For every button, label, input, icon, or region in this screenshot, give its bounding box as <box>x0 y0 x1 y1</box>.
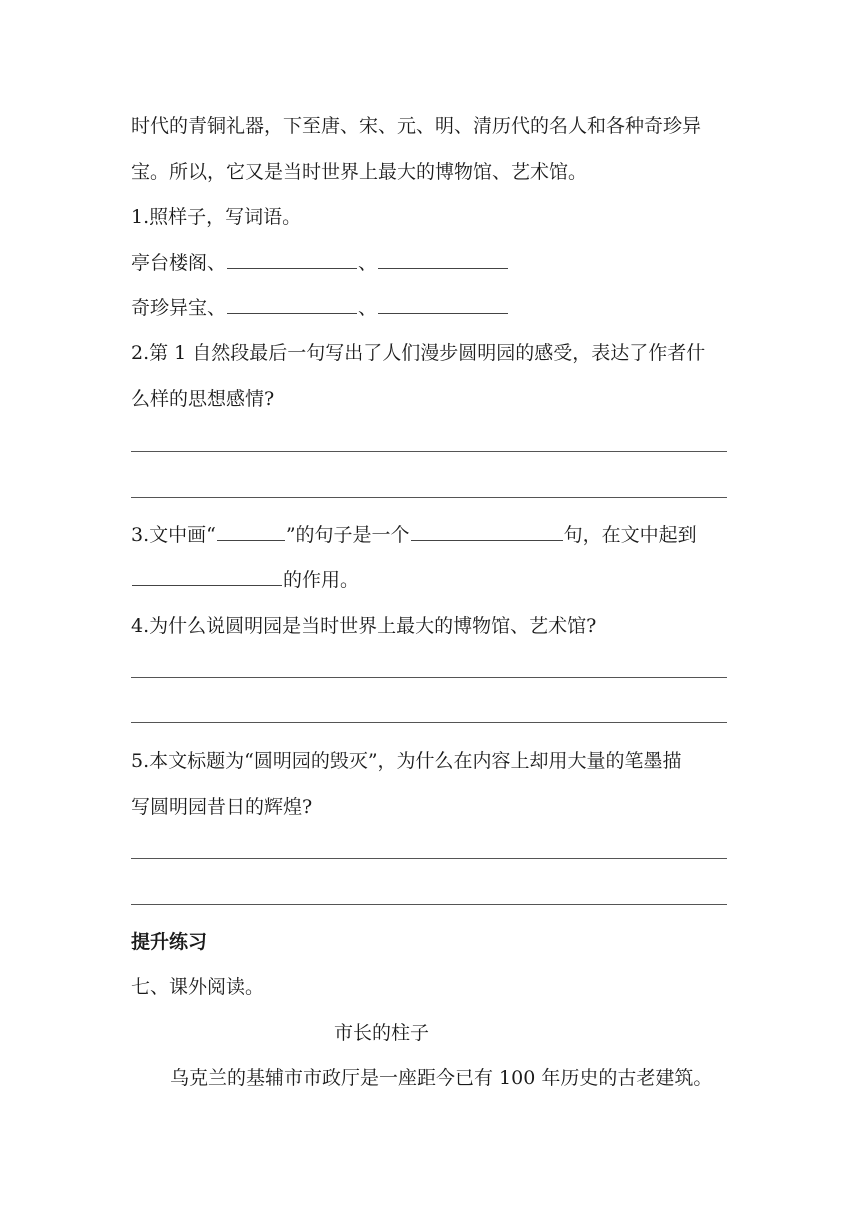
answer-blank[interactable] <box>378 295 508 314</box>
question-1-row-1 <box>131 249 731 277</box>
answer-blank[interactable] <box>227 295 357 314</box>
answer-blank[interactable] <box>227 250 357 269</box>
answer-line[interactable] <box>131 677 727 678</box>
answer-blank[interactable] <box>411 522 563 541</box>
question-3-part-3: 句，在文中起到 <box>563 524 697 546</box>
separator: 、 <box>358 252 378 274</box>
answer-line[interactable] <box>131 904 727 905</box>
question-1-title: 1.照样子，写词语。 <box>131 206 302 228</box>
question-3-part-4: 的作用。 <box>283 569 360 591</box>
question-3-part-2: ”的句子是一个 <box>285 524 410 546</box>
question-3-part-1: 3.文中画“ <box>131 524 216 546</box>
answer-blank[interactable] <box>217 522 285 541</box>
question-5-line-2: 写圆明园昔日的辉煌? <box>131 796 313 818</box>
question-2-line-2: 么样的思想感情? <box>131 388 275 410</box>
answer-line[interactable] <box>131 722 727 723</box>
answer-line[interactable] <box>131 451 727 452</box>
example-word-1: 亭台楼阁、 <box>131 252 227 274</box>
separator: 、 <box>358 297 378 319</box>
section-item: 七、课外阅读。 <box>131 976 265 998</box>
example-word-2: 奇珍异宝、 <box>131 297 227 319</box>
answer-blank[interactable] <box>378 250 508 269</box>
question-3-line-2 <box>131 566 731 594</box>
question-1-row-2 <box>131 294 731 322</box>
answer-line[interactable] <box>131 858 727 859</box>
article-title: 市长的柱子 <box>334 1022 430 1044</box>
article-first-line: 乌克兰的基辅市市政厅是一座距今已有 100 年历史的古老建筑。 <box>170 1067 713 1089</box>
answer-blank[interactable] <box>132 567 282 586</box>
section-heading: 提升练习 <box>131 931 208 953</box>
passage-line-1: 时代的青铜礼器，下至唐、宋、元、明、清历代的名人和各种奇珍异 <box>131 115 702 137</box>
passage-line-2: 宝。所以，它又是当时世界上最大的博物馆、艺术馆。 <box>131 161 588 183</box>
question-4: 4.为什么说圆明园是当时世界上最大的博物馆、艺术馆? <box>131 615 597 637</box>
question-2-line-1: 2.第 1 自然段最后一句写出了人们漫步圆明园的感受，表达了作者什 <box>131 342 706 364</box>
question-3-line-1 <box>131 521 731 549</box>
answer-line[interactable] <box>131 497 727 498</box>
question-5-line-1: 5.本文标题为“圆明园的毁灭”，为什么在内容上却用大量的笔墨描 <box>131 750 682 772</box>
